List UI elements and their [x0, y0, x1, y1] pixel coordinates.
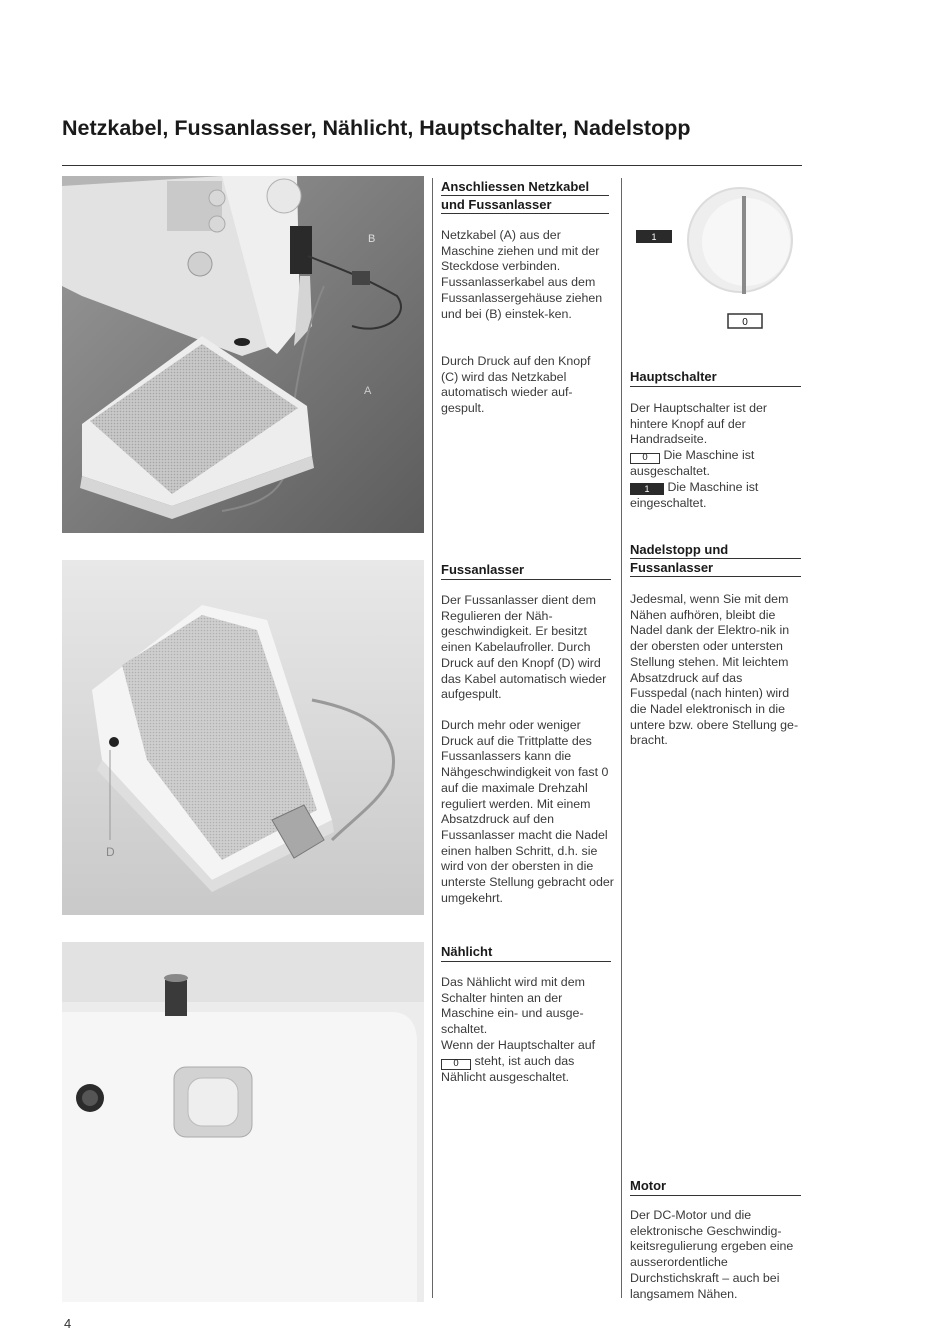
photo-machine-cables [62, 176, 424, 533]
switch-label-off: 0 [742, 317, 748, 328]
heading-anschliessen [441, 178, 609, 215]
heading-anschliessen-line2: und Fussanlasser [441, 196, 609, 214]
label-d: D [106, 845, 115, 859]
on-symbol: 1 [630, 483, 664, 495]
naehlicht-paragraph-1: Das Nählicht wird mit dem Schalter hinten an der Maschine ein- und ausge-schaltet. [441, 975, 585, 1037]
hauptschalter-off-text: Die Maschine ist ausgeschaltet. [630, 448, 755, 478]
hauptschalter-paragraph-1: Der Hauptschalter ist der hintere Knopf auf der Handradseite. [630, 401, 768, 447]
fussanlasser-paragraph-1: Der Fussanlasser dient dem Regulieren der Näh-geschwindigkeit. Er besitzt einen Kabelaufroller. Durch Druck auf den Knopf (D) wird das Kabel automatisch wieder aufgespult. [441, 593, 607, 702]
hauptschalter-off-line [630, 448, 798, 480]
light-switch-illustration [62, 942, 424, 1302]
machine-cables-illustration [62, 176, 424, 533]
page-number: 4 [64, 1316, 72, 1331]
anschliessen-paragraph-2: Durch Druck auf den Knopf (C) wird das Netzkabel automatisch wieder auf-gespult. [441, 354, 591, 416]
heading-nadelstopp-line2: Fussanlasser [630, 559, 801, 577]
naehlicht-p2-end: steht, ist auch das Nählicht ausgeschaltet. [441, 1053, 575, 1084]
heading-naehlicht: Nählicht [441, 943, 611, 962]
column-divider-left [432, 178, 433, 1298]
title-divider [62, 165, 802, 166]
naehlicht-paragraph-2 [441, 1038, 619, 1085]
heading-nadelstopp [630, 541, 801, 578]
heading-fussanlasser: Fussanlasser [441, 561, 611, 580]
heading-nadelstopp-line1: Nadelstopp und [630, 541, 801, 559]
hauptschalter-on-line [630, 480, 798, 511]
switch-label-on: 1 [651, 232, 657, 242]
photo-main-switch [628, 176, 800, 341]
column-divider-right [621, 178, 622, 1298]
page-title: Netzkabel, Fussanlasser, Nählicht, Hauptschalter, Nadelstopp [62, 116, 691, 140]
photo-light-switch [62, 942, 424, 1302]
anschliessen-paragraph-1: Netzkabel (A) aus der Maschine ziehen und mit der Steckdose verbinden. Fussanlasserkabel aus dem Fussanlassergehäuse ziehen und bei (B) einstek-ken. [441, 228, 603, 321]
heading-anschliessen-line1: Anschliessen Netzkabel [441, 178, 609, 196]
hauptschalter-on-text: Die Maschine ist eingeschaltet. [630, 480, 759, 510]
label-a: A [364, 385, 372, 397]
photo-foot-pedal [62, 560, 424, 915]
nadelstopp-paragraph-1: Jedesmal, wenn Sie mit dem Nähen aufhören, bleibt die Nadel dank der Elektro-nik in der obersten oder untersten Stellung stehen. Mit leichtem Absatzdruck auf das Fusspedal (nach hinten) wird die Nadel elektronisch in die untere bzw. obere Stellung ge-bracht. [630, 592, 799, 748]
fussanlasser-paragraph-2: Durch mehr oder weniger Druck auf die Trittplatte des Fussanlassers kann die Nähgeschwindigkeit von fast 0 auf die maximale Drehzahl reguliert werden. Mit einem Absatzdruck auf den Fussanlasser macht die Nadel einen halben Schritt, d.h. sie wird von der obersten in die unterste Stellung gebracht oder umgekehrt. [441, 718, 614, 905]
foot-pedal-illustration [62, 560, 424, 915]
heading-hauptschalter: Hauptschalter [630, 368, 801, 387]
motor-paragraph-1: Der DC-Motor und die elektronische Geschwindig-keitsregulierung ergeben eine ausserordentliche Durchstichskraft – auch bei langsamem Nähen. [630, 1208, 794, 1301]
naehlicht-p2-start: Wenn der Hauptschalter auf [441, 1038, 596, 1052]
heading-motor: Motor [630, 1177, 801, 1196]
off-symbol: 0 [441, 1059, 471, 1070]
label-b: B [368, 233, 376, 245]
off-symbol: 0 [630, 453, 660, 464]
main-switch-illustration [628, 176, 800, 341]
